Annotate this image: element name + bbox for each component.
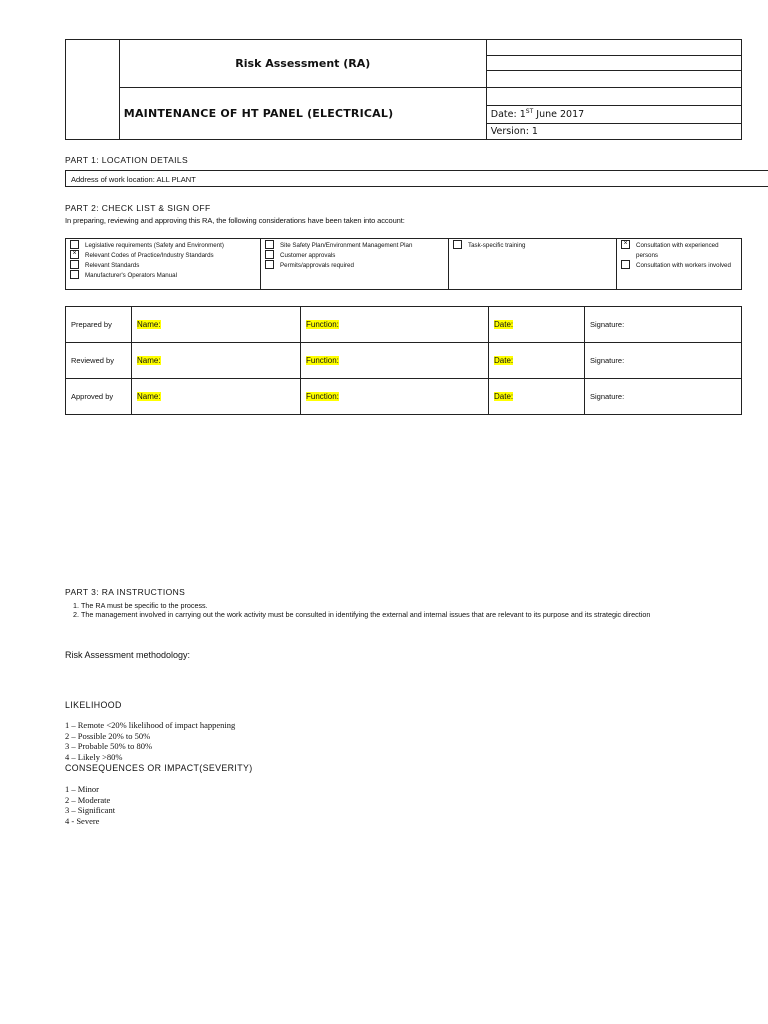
role-label: Prepared by <box>66 307 132 343</box>
header-blank-cell <box>486 71 741 88</box>
signature-field[interactable]: Signature: <box>585 307 742 343</box>
date-field[interactable]: Date: <box>489 379 585 415</box>
signature-field[interactable]: Signature: <box>585 343 742 379</box>
document-title: Risk Assessment (RA) <box>119 40 486 88</box>
checklist-item[interactable]: Manufacturer's Operators Manual <box>70 271 260 281</box>
checklist-col-1 <box>66 239 261 290</box>
checkbox-icon[interactable] <box>621 260 630 269</box>
consequence-item: 2 – Moderate <box>65 794 111 805</box>
header-blank-cell <box>486 40 741 56</box>
part3-heading: PART 3: RA INSTRUCTIONS <box>65 587 186 597</box>
checklist-item[interactable]: Relevant Standards <box>70 261 260 271</box>
header-blank-cell <box>486 56 741 71</box>
consequence-item: 3 – Significant <box>65 805 116 815</box>
checklist-item[interactable]: × Relevant Codes of Practice/Industry Standards <box>70 251 260 261</box>
name-field[interactable]: Name: <box>132 307 301 343</box>
name-field[interactable]: Name: <box>132 379 301 415</box>
version-cell: Version: 1 <box>486 124 741 140</box>
checklist-col-2 <box>261 239 449 290</box>
checkbox-icon[interactable] <box>453 240 462 249</box>
checklist-item[interactable]: Consultation with workers involved <box>621 261 741 271</box>
signature-field[interactable]: Signature: <box>585 379 742 415</box>
part2-intro: In preparing, reviewing and approving this RA, the following considerations have been taken into account: <box>65 216 405 225</box>
checklist-item[interactable]: Customer approvals <box>265 251 448 261</box>
logo-cell <box>66 40 120 140</box>
checklist-item[interactable]: Site Safety Plan/Environment Management Plan <box>265 241 448 251</box>
function-field[interactable]: Function: <box>301 379 489 415</box>
name-field[interactable]: Name: <box>132 343 301 379</box>
address-text: Address of work location: ALL PLANT <box>71 175 196 184</box>
consequence-item: 1 – Minor <box>65 784 99 794</box>
part1-heading: PART 1: LOCATION DETAILS <box>65 155 189 165</box>
function-field[interactable]: Function: <box>301 343 489 379</box>
checkbox-checked-icon[interactable]: × <box>70 250 79 259</box>
header-blank-cell <box>486 88 741 106</box>
likelihood-item: 1 – Remote <20% likelihood of impact happening <box>65 720 236 730</box>
likelihood-list <box>65 720 235 762</box>
checkbox-icon[interactable] <box>70 270 79 279</box>
consequence-item: 4 - Severe <box>65 815 100 826</box>
instruction-item: 1. The RA must be specific to the process. <box>81 601 731 610</box>
date-cell: Date: 1ST June 2017 <box>486 106 741 124</box>
methodology-label: Risk Assessment methodology: <box>65 650 191 660</box>
instructions-list <box>65 601 731 619</box>
checklist-item[interactable]: Task-specific training <box>453 241 616 251</box>
checkbox-icon[interactable] <box>265 240 274 249</box>
checklist-item[interactable]: Permits/approvals required <box>265 261 448 271</box>
address-box <box>65 170 768 187</box>
checklist-col-3 <box>449 239 617 290</box>
likelihood-heading: LIKELIHOOD <box>65 700 122 710</box>
document-subtitle: MAINTENANCE OF HT PANEL (ELECTRICAL) <box>119 88 486 140</box>
instruction-item: 2. The management involved in carrying out the work activity must be consulted in identifying the external and internal issues that are relevant to its purpose and its strategic direction <box>81 610 731 619</box>
signoff-row <box>66 379 742 415</box>
likelihood-item: 4 – Likely >80% <box>65 751 123 762</box>
checkbox-checked-icon[interactable]: × <box>621 240 630 249</box>
checklist-table <box>65 238 742 290</box>
signoff-row <box>66 307 742 343</box>
header-table <box>65 39 742 140</box>
consequences-heading: CONSEQUENCES OR IMPACT(SEVERITY) <box>65 763 253 773</box>
date-field[interactable]: Date: <box>489 307 585 343</box>
part2-heading: PART 2: CHECK LIST & SIGN OFF <box>65 203 211 213</box>
role-label: Reviewed by <box>66 343 132 379</box>
checkbox-icon[interactable] <box>70 260 79 269</box>
checklist-col-4 <box>617 239 742 290</box>
checkbox-icon[interactable] <box>265 260 274 269</box>
likelihood-item: 3 – Probable 50% to 80% <box>65 741 153 751</box>
signoff-table <box>65 306 742 415</box>
date-field[interactable]: Date: <box>489 343 585 379</box>
checklist-item[interactable]: Legislative requirements (Safety and Environment) <box>70 241 260 251</box>
signoff-row <box>66 343 742 379</box>
consequences-list <box>65 784 115 826</box>
likelihood-item: 2 – Possible 20% to 50% <box>65 730 151 741</box>
checkbox-icon[interactable] <box>265 250 274 259</box>
function-field[interactable]: Function: <box>301 307 489 343</box>
checkbox-icon[interactable] <box>70 240 79 249</box>
role-label: Approved by <box>66 379 132 415</box>
checklist-item[interactable]: × Consultation with experienced persons <box>621 241 741 261</box>
